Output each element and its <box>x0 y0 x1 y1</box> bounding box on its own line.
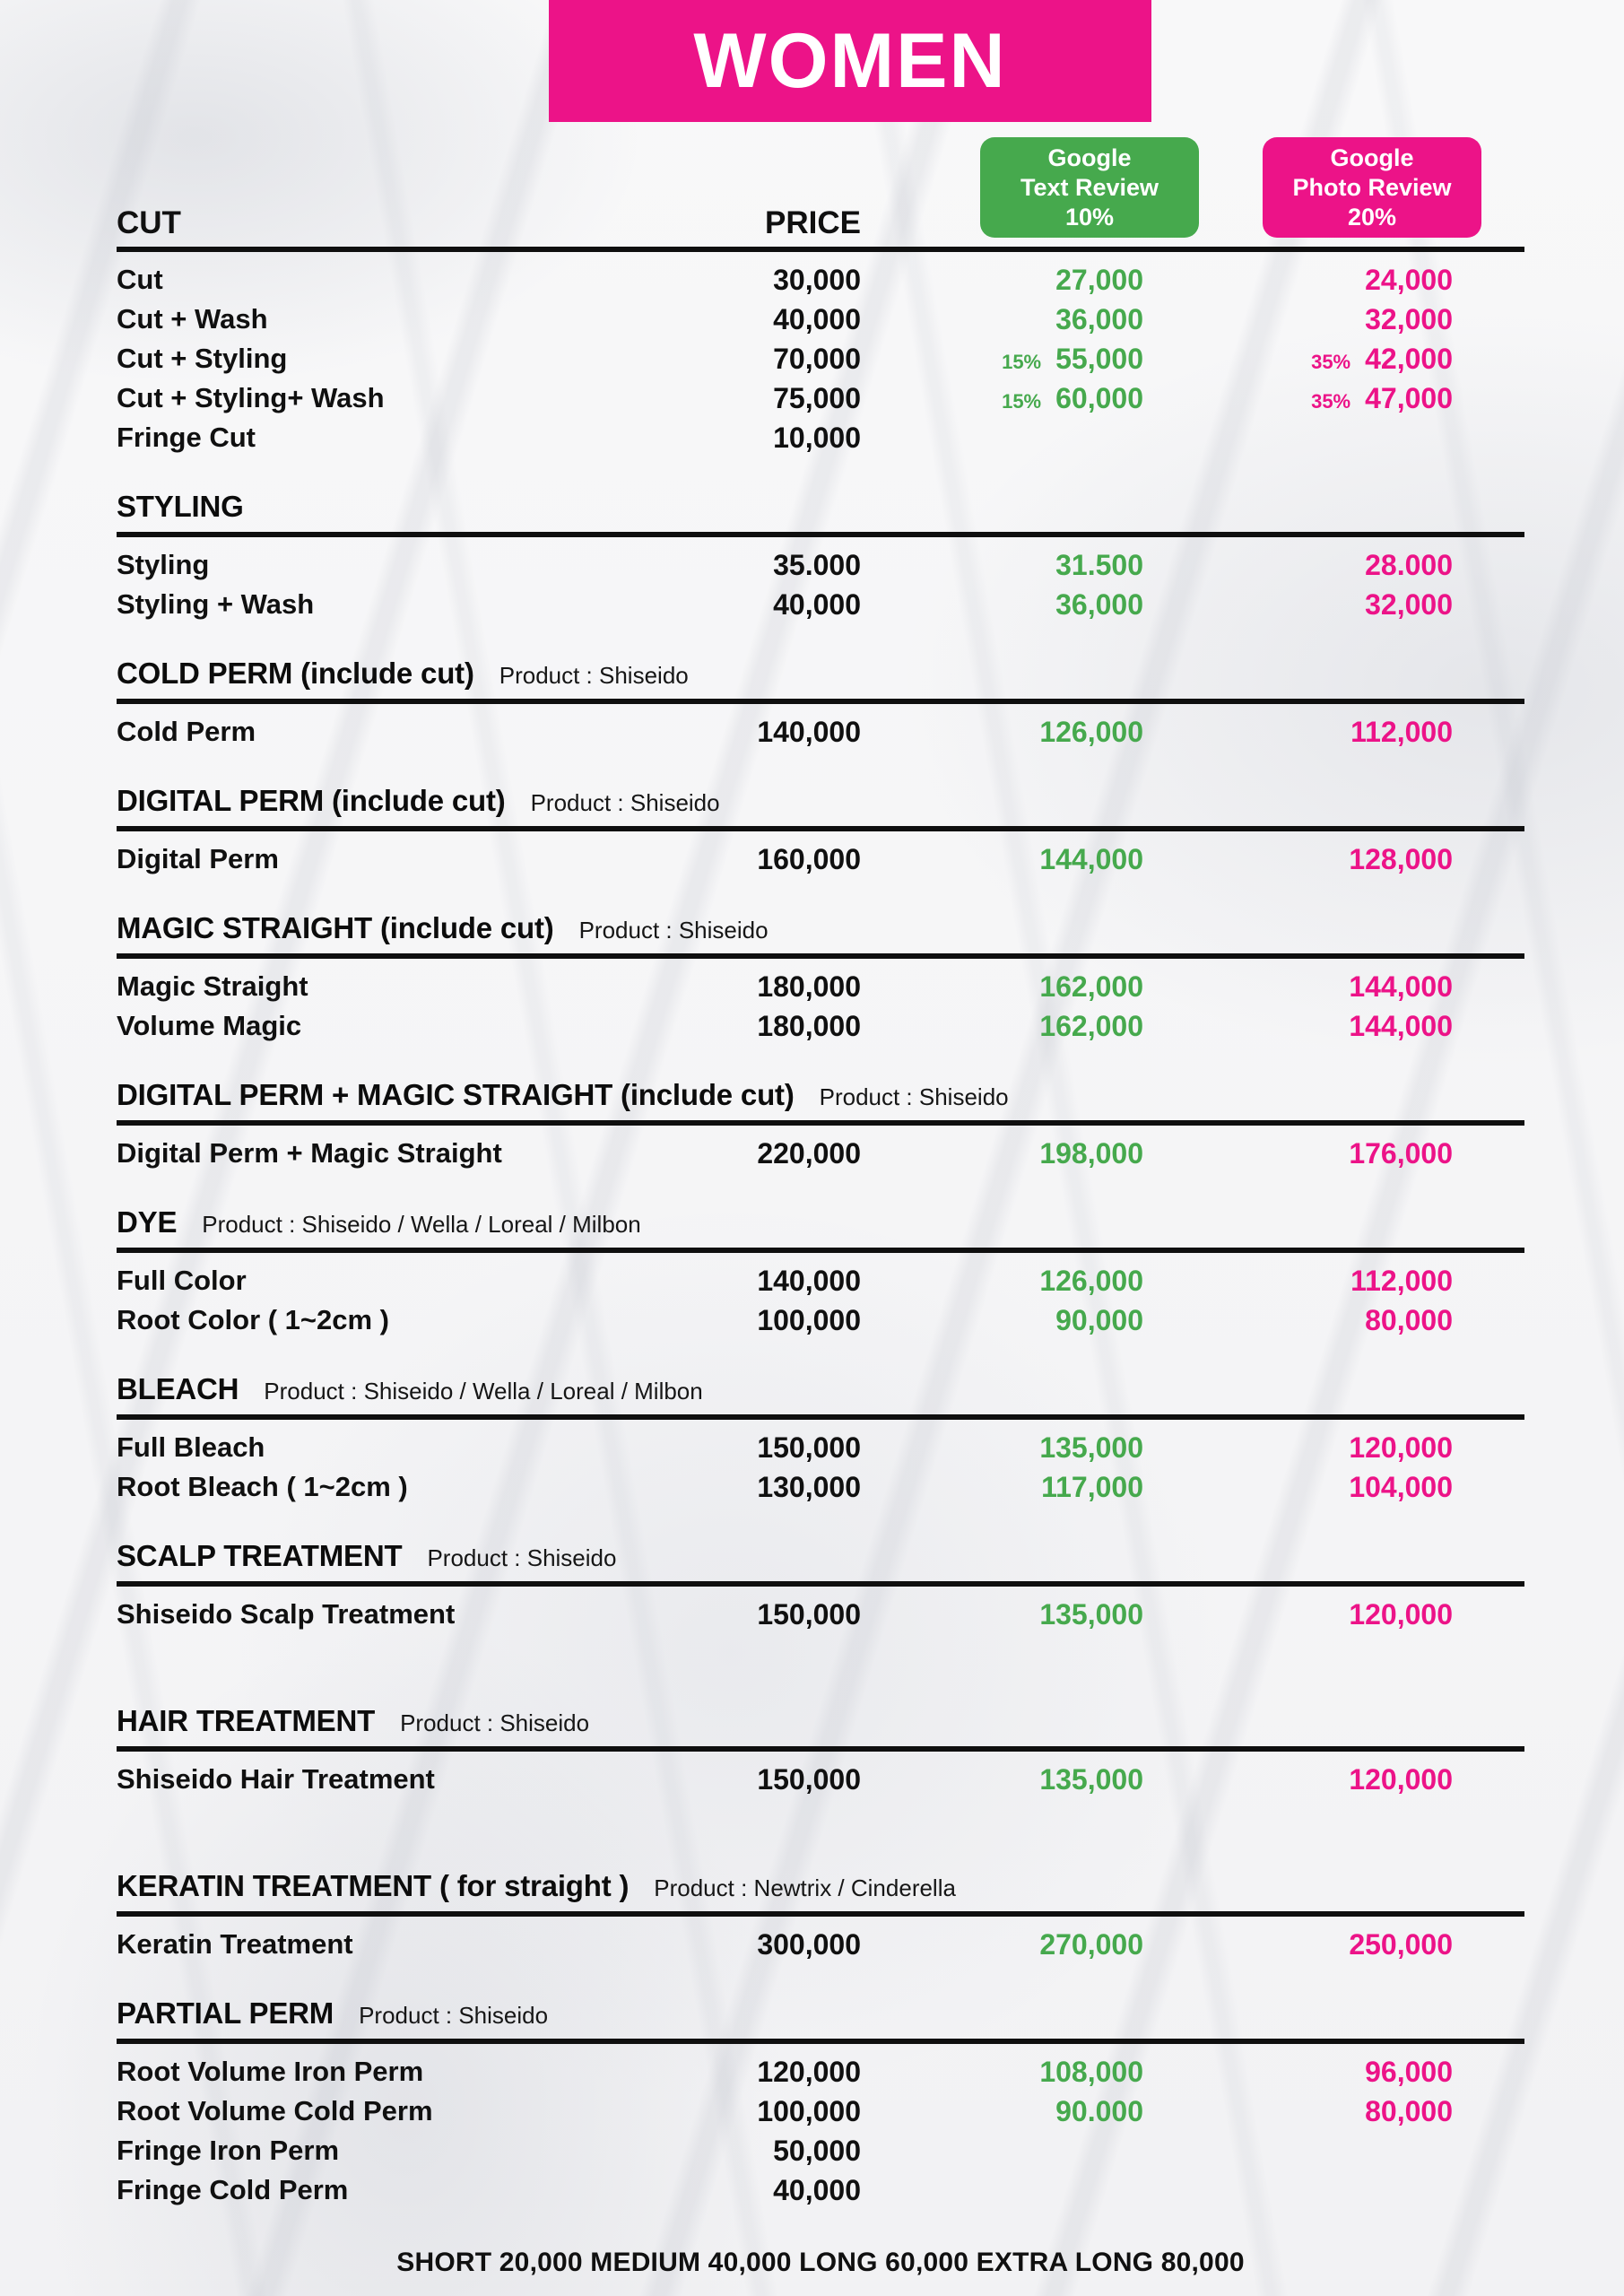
section <box>117 1078 1524 1173</box>
service-name: Root Volume Cold Perm <box>117 2095 433 2126</box>
badge-line: Google <box>1047 144 1132 171</box>
photo-review-value: 28.000 <box>1365 548 1453 581</box>
price-value: 70,000 <box>773 342 861 375</box>
photo-review-cell <box>1143 588 1453 622</box>
photo-review-cell <box>1143 2056 1453 2089</box>
price-value: 220,000 <box>757 1136 861 1170</box>
service-row <box>117 1595 1524 1634</box>
badge-line: 10% <box>1064 203 1115 230</box>
photo-review-value: 47,000 <box>1365 381 1453 414</box>
section-title: COLD PERM (include cut) <box>117 657 474 690</box>
section <box>117 1704 1524 1799</box>
service-row <box>117 839 1524 879</box>
text-review-cell <box>861 1598 1143 1631</box>
text-review-value: 135,000 <box>1039 1597 1143 1631</box>
photo-review-cell <box>1143 1431 1453 1465</box>
service-row <box>117 300 1524 339</box>
service-row <box>117 1261 1524 1300</box>
text-review-cell <box>861 1265 1143 1298</box>
service-name: Cut <box>117 264 163 295</box>
page-title: WOMEN <box>693 17 1007 104</box>
text-review-cell <box>861 2095 1143 2128</box>
text-review-value: 55,000 <box>1055 342 1143 375</box>
service-row <box>117 260 1524 300</box>
sections <box>117 260 1524 2210</box>
section <box>117 1372 1524 1507</box>
section-rows <box>117 1261 1524 1340</box>
section <box>117 657 1524 752</box>
service-row <box>117 2131 1524 2170</box>
column-header-cut: CUT <box>117 205 181 240</box>
section-header <box>117 784 1524 818</box>
service-row <box>117 1006 1524 1046</box>
section-rule <box>117 1414 1524 1420</box>
section-rule <box>117 1248 1524 1253</box>
price-value: 100,000 <box>757 1303 861 1336</box>
badge-line: 20% <box>1347 203 1397 230</box>
photo-review-note: 35% <box>1311 350 1351 373</box>
section-rule <box>117 2039 1524 2044</box>
service-name: Styling <box>117 549 210 580</box>
service-row <box>117 339 1524 378</box>
section-rows <box>117 839 1524 879</box>
title-banner <box>549 0 1151 122</box>
text-review-value: 36,000 <box>1055 302 1143 335</box>
text-review-value: 162,000 <box>1039 970 1143 1003</box>
service-name: Magic Straight <box>117 970 308 1002</box>
service-name: Cut + Styling+ Wash <box>117 382 385 413</box>
length-pricing-note: SHORT 20,000 MEDIUM 40,000 LONG 60,000 EXTRA LONG 80,000 <box>396 2248 1245 2277</box>
badge-line: Text Review <box>1020 173 1159 201</box>
text-review-value: 126,000 <box>1039 1264 1143 1297</box>
photo-review-value: 96,000 <box>1365 2055 1453 2088</box>
service-name: Fringe Iron Perm <box>117 2135 340 2166</box>
section <box>117 784 1524 879</box>
photo-review-cell <box>1143 1763 1453 1796</box>
section-product: Product : Newtrix / Cinderella <box>654 1874 956 1901</box>
section-header <box>117 490 1524 524</box>
text-review-cell <box>861 382 1143 415</box>
price-value: 75,000 <box>773 381 861 414</box>
text-review-value: 126,000 <box>1039 715 1143 748</box>
text-review-cell <box>861 1431 1143 1465</box>
section <box>117 911 1524 1046</box>
price-value: 130,000 <box>757 1470 861 1503</box>
section-title: SCALP TREATMENT <box>117 1539 403 1572</box>
photo-review-value: 24,000 <box>1365 263 1453 296</box>
price-value: 40,000 <box>773 302 861 335</box>
service-name: Cold Perm <box>117 716 256 747</box>
text-review-cell <box>861 343 1143 376</box>
section-rule <box>117 1746 1524 1752</box>
photo-review-value: 112,000 <box>1350 1264 1453 1297</box>
section-title: STYLING <box>117 490 244 523</box>
photo-review-cell <box>1143 303 1453 336</box>
service-name: Full Color <box>117 1265 247 1296</box>
section-header <box>117 1078 1524 1112</box>
photo-review-cell <box>1143 1137 1453 1170</box>
column-header-price: PRICE <box>765 205 861 240</box>
badge-line: Photo Review <box>1292 173 1452 201</box>
text-review-cell <box>861 549 1143 582</box>
text-review-value: 117,000 <box>1041 1470 1143 1503</box>
price-value: 10,000 <box>773 421 861 454</box>
text-review-value: 135,000 <box>1039 1431 1143 1464</box>
text-review-cell <box>861 588 1143 622</box>
service-row <box>117 1134 1524 1173</box>
service-name: Shiseido Hair Treatment <box>117 1763 435 1795</box>
google-photo-review-badge <box>1263 137 1481 238</box>
text-review-value: 270,000 <box>1039 1927 1143 1961</box>
service-name: Fringe Cold Perm <box>117 2174 349 2205</box>
photo-review-cell <box>1143 382 1453 415</box>
service-name: Full Bleach <box>117 1431 265 1463</box>
service-name: Fringe Cut <box>117 422 256 453</box>
badge-line: Google <box>1330 144 1414 171</box>
text-review-value: 144,000 <box>1039 842 1143 875</box>
photo-review-cell <box>1143 549 1453 582</box>
text-review-cell <box>861 303 1143 336</box>
text-review-value: 90.000 <box>1055 2094 1143 2127</box>
text-review-cell <box>861 1010 1143 1043</box>
price-value: 180,000 <box>757 1009 861 1042</box>
price-value: 140,000 <box>757 1264 861 1297</box>
section-title: KERATIN TREATMENT ( for straight ) <box>117 1869 630 1902</box>
price-value: 140,000 <box>757 715 861 748</box>
service-row <box>117 378 1524 418</box>
photo-review-value: 112,000 <box>1350 715 1453 748</box>
section-header <box>117 1539 1524 1573</box>
section-header <box>117 911 1524 945</box>
text-review-cell <box>861 843 1143 876</box>
section-rule <box>117 1120 1524 1126</box>
price-value: 150,000 <box>757 1762 861 1796</box>
section-product: Product : Shiseido <box>578 917 769 944</box>
section-rule <box>117 699 1524 704</box>
service-name: Shiseido Scalp Treatment <box>117 1598 456 1630</box>
photo-review-cell <box>1143 1010 1453 1043</box>
photo-review-cell <box>1143 716 1453 749</box>
section-rule <box>117 826 1524 831</box>
text-review-cell <box>861 970 1143 1004</box>
section-title: DIGITAL PERM + MAGIC STRAIGHT (include cut) <box>117 1078 795 1111</box>
section-header <box>117 1372 1524 1406</box>
text-review-cell <box>861 1471 1143 1504</box>
price-value: 30,000 <box>773 263 861 296</box>
text-review-value: 135,000 <box>1039 1762 1143 1796</box>
photo-review-value: 120,000 <box>1349 1431 1453 1464</box>
price-value: 35.000 <box>773 548 861 581</box>
price-value: 100,000 <box>757 2094 861 2127</box>
service-name: Root Bleach ( 1~2cm ) <box>117 1471 408 1502</box>
text-review-value: 36,000 <box>1055 587 1143 621</box>
photo-review-value: 32,000 <box>1365 587 1453 621</box>
photo-review-value: 80,000 <box>1365 2094 1453 2127</box>
service-name: Cut + Wash <box>117 303 268 335</box>
service-row <box>117 2170 1524 2210</box>
service-row <box>117 2052 1524 2092</box>
photo-review-value: 176,000 <box>1349 1136 1453 1170</box>
section-rule <box>117 1911 1524 1917</box>
section-rule <box>117 532 1524 537</box>
section-product: Product : Shiseido / Wella / Loreal / Milbon <box>264 1378 703 1405</box>
section <box>117 1996 1524 2210</box>
section-product: Product : Shiseido <box>359 2002 549 2029</box>
service-name: Styling + Wash <box>117 588 315 620</box>
photo-review-value: 120,000 <box>1349 1597 1453 1631</box>
service-name: Volume Magic <box>117 1010 302 1041</box>
photo-review-value: 144,000 <box>1349 1009 1453 1042</box>
text-review-cell <box>861 2056 1143 2089</box>
service-row <box>117 585 1524 624</box>
photo-review-cell <box>1143 1598 1453 1631</box>
text-review-value: 198,000 <box>1039 1136 1143 1170</box>
section-header <box>117 1704 1524 1738</box>
photo-review-value: 128,000 <box>1349 842 1453 875</box>
service-row <box>117 418 1524 457</box>
price-value: 50,000 <box>773 2134 861 2167</box>
service-row <box>117 1467 1524 1507</box>
price-value: 300,000 <box>757 1927 861 1961</box>
section-title: HAIR TREATMENT <box>117 1704 376 1737</box>
price-value: 150,000 <box>757 1597 861 1631</box>
section-rows <box>117 260 1524 457</box>
photo-review-value: 42,000 <box>1365 342 1453 375</box>
photo-review-value: 144,000 <box>1349 970 1453 1003</box>
section-rows <box>117 2052 1524 2210</box>
text-review-value: 27,000 <box>1055 263 1143 296</box>
photo-review-cell <box>1143 264 1453 297</box>
google-text-review-badge <box>980 137 1199 238</box>
section-rows <box>117 1760 1524 1799</box>
price-value: 40,000 <box>773 587 861 621</box>
text-review-value: 162,000 <box>1039 1009 1143 1042</box>
price-value: 160,000 <box>757 842 861 875</box>
photo-review-value: 104,000 <box>1349 1470 1453 1503</box>
service-name: Digital Perm <box>117 843 279 874</box>
photo-review-cell <box>1143 1928 1453 1961</box>
section <box>117 490 1524 624</box>
service-name: Root Color ( 1~2cm ) <box>117 1304 390 1335</box>
service-row <box>117 1925 1524 1964</box>
price-value: 150,000 <box>757 1431 861 1464</box>
text-review-note: 15% <box>1002 389 1042 413</box>
text-review-note: 15% <box>1002 350 1042 373</box>
photo-review-value: 120,000 <box>1349 1762 1453 1796</box>
photo-review-cell <box>1143 1265 1453 1298</box>
photo-review-note: 35% <box>1311 389 1351 413</box>
photo-review-value: 32,000 <box>1365 302 1453 335</box>
section <box>117 1869 1524 1964</box>
section-product: Product : Shiseido <box>499 662 689 689</box>
section-rows <box>117 712 1524 752</box>
service-row <box>117 545 1524 585</box>
service-row <box>117 712 1524 752</box>
photo-review-value: 250,000 <box>1349 1927 1453 1961</box>
column-header-band <box>117 137 1524 238</box>
section-rule <box>117 953 1524 959</box>
section-rule <box>117 1581 1524 1587</box>
text-review-value: 108,000 <box>1039 2055 1143 2088</box>
text-review-cell <box>861 264 1143 297</box>
service-row <box>117 1428 1524 1467</box>
text-review-cell <box>861 1928 1143 1961</box>
text-review-cell <box>861 1763 1143 1796</box>
section-product: Product : Shiseido <box>819 1083 1009 1110</box>
service-name: Keratin Treatment <box>117 1928 353 1960</box>
photo-review-cell <box>1143 970 1453 1004</box>
section-rows <box>117 1595 1524 1634</box>
section-header <box>117 1205 1524 1239</box>
photo-review-value: 80,000 <box>1365 1303 1453 1336</box>
service-name: Digital Perm + Magic Straight <box>117 1137 502 1169</box>
menu-content <box>117 137 1524 2278</box>
section-product: Product : Shiseido <box>427 1544 617 1571</box>
section-header <box>117 1869 1524 1903</box>
price-value: 180,000 <box>757 970 861 1003</box>
price-value: 120,000 <box>757 2055 861 2088</box>
header-rule <box>117 247 1524 252</box>
section-product: Product : Shiseido / Wella / Loreal / Milbon <box>202 1211 641 1238</box>
photo-review-cell <box>1143 2095 1453 2128</box>
section-title: DIGITAL PERM (include cut) <box>117 784 506 817</box>
section-product: Product : Shiseido <box>530 789 720 816</box>
price-value: 40,000 <box>773 2173 861 2206</box>
text-review-value: 31.500 <box>1055 548 1143 581</box>
text-review-cell <box>861 1137 1143 1170</box>
section-product: Product : Shiseido <box>400 1709 590 1736</box>
section <box>117 1539 1524 1634</box>
service-row <box>117 1300 1524 1340</box>
text-review-cell <box>861 716 1143 749</box>
text-review-value: 60,000 <box>1055 381 1143 414</box>
section-title: PARTIAL PERM <box>117 1996 334 2030</box>
section-rows <box>117 1428 1524 1507</box>
section <box>117 260 1524 457</box>
service-name: Root Volume Iron Perm <box>117 2056 424 2087</box>
photo-review-cell <box>1143 343 1453 376</box>
section-header <box>117 657 1524 691</box>
photo-review-cell <box>1143 843 1453 876</box>
text-review-value: 90,000 <box>1055 1303 1143 1336</box>
service-row <box>117 1760 1524 1799</box>
section-title: MAGIC STRAIGHT (include cut) <box>117 911 554 944</box>
text-review-cell <box>861 1304 1143 1337</box>
section-rows <box>117 1925 1524 1964</box>
section-rows <box>117 967 1524 1046</box>
service-row <box>117 967 1524 1006</box>
section-header <box>117 1996 1524 2031</box>
service-row <box>117 2092 1524 2131</box>
section-rows <box>117 1134 1524 1173</box>
photo-review-cell <box>1143 1304 1453 1337</box>
section-title: BLEACH <box>117 1372 239 1405</box>
section-rows <box>117 545 1524 624</box>
photo-review-cell <box>1143 1471 1453 1504</box>
section-title: DYE <box>117 1205 178 1239</box>
service-name: Cut + Styling <box>117 343 288 374</box>
section <box>117 1205 1524 1340</box>
